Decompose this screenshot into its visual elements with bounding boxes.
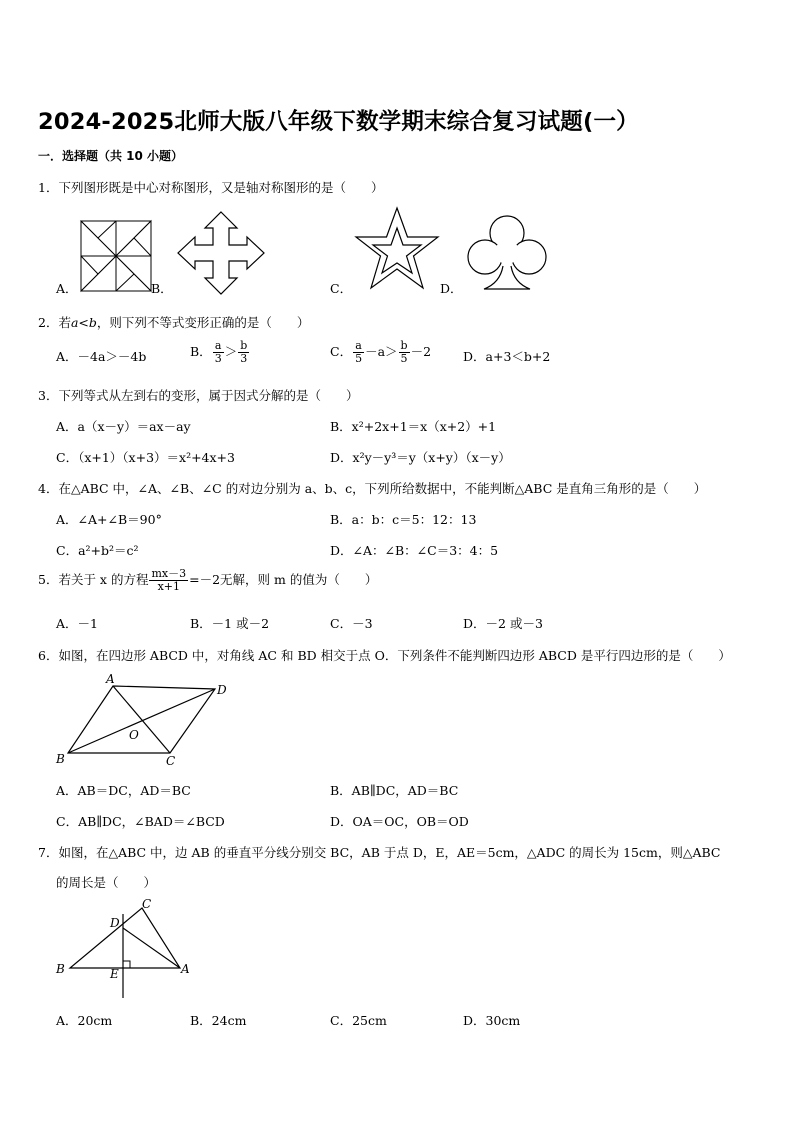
q6-option-d: D．OA＝OC，OB＝OD: [330, 814, 469, 829]
q5-option-b: B．－1 或－2: [190, 616, 270, 631]
q2-text-part: 2．若: [38, 315, 71, 330]
q2-less-than: <: [78, 315, 89, 330]
q5-option-c: C．－3: [330, 616, 373, 631]
q2-text-part: ，则下列不等式变形正确的是（ ）: [96, 315, 310, 330]
fraction: [353, 340, 364, 365]
question-3-stem: 3．下列等式从左到右的变形，属于因式分解的是（ ）: [38, 388, 359, 403]
q7-option-d: D．30cm: [463, 1013, 521, 1028]
point-o-label: O: [129, 728, 139, 742]
question-4-stem: 4．在△ABC 中，∠A、∠B、∠C 的对边分别为 a、b、c，下列所给数据中，不能判断△ABC 是直角三角形的是（ ）: [38, 481, 707, 496]
numerator: a: [213, 340, 224, 353]
numerator: b: [400, 339, 408, 352]
q4-option-c: C．a²+b²＝c²: [56, 543, 139, 558]
q2-option-a: A．－4a＞－4b: [56, 349, 147, 364]
q2-option-d: D．a+3＜b+2: [463, 349, 551, 364]
q3-option-c: C．（x+1）（x+3）＝x²+4x+3: [56, 450, 235, 465]
denominator: x+1: [157, 580, 180, 593]
question-6-stem: 6．如图，在四边形 ABCD 中，对角线 AC 和 BD 相交于点 O．下列条件不能判断四边形 ABCD 是平行四边形的是（ ）: [38, 648, 731, 663]
numerator: b: [240, 339, 248, 352]
question-2-stem: [38, 313, 309, 331]
triangle-bisector-figure: [50, 894, 200, 1000]
numerator: a: [353, 340, 364, 353]
q1-option-a: A．: [56, 281, 78, 296]
fraction: [213, 340, 224, 365]
q5-option-a: A．－1: [56, 616, 98, 631]
pinwheel-figure: [78, 218, 154, 294]
fraction: [238, 340, 249, 365]
point-a-label: A: [181, 962, 190, 976]
point-b-label: B: [56, 962, 65, 976]
denominator: 3: [240, 352, 248, 365]
point-d-label: D: [110, 916, 120, 930]
q1-option-c: C．: [330, 281, 353, 296]
question-7-stem-line-2: 的周长是（ ）: [56, 875, 157, 890]
section-heading: 一．选择题（共 10 小题）: [38, 149, 184, 163]
q4-option-b: B．a：b：c＝5：12：13: [330, 512, 477, 527]
point-e-label: E: [110, 967, 119, 981]
q7-option-b: B．24cm: [190, 1013, 247, 1028]
q2-c-end: －2: [410, 344, 432, 359]
q5-text-part: =－2无解，则 m 的值为（ ）: [189, 572, 378, 587]
q6-option-b: B．AB∥DC，AD＝BC: [330, 783, 459, 798]
q6-option-a: A．AB＝DC，AD＝BC: [56, 783, 191, 798]
denominator: 3: [214, 352, 222, 365]
q2-c-prefix: C．: [330, 344, 353, 359]
greater-than: ＞: [224, 344, 238, 359]
fraction: [399, 340, 410, 365]
denominator: 5: [355, 352, 363, 365]
four-arrow-figure: [175, 210, 267, 296]
q2-var-a: a: [70, 315, 79, 330]
page-title: 2024-2025北师大版八年级下数学期末综合复习试题(一）: [38, 109, 639, 135]
q7-option-a: A．20cm: [56, 1013, 113, 1028]
point-c-label: C: [166, 754, 176, 768]
q5-option-d: D．－2 或－3: [463, 616, 543, 631]
point-d-label: D: [217, 683, 227, 697]
q2-c-middle: －a＞: [365, 344, 398, 359]
fraction: [149, 568, 188, 593]
q5-text-part: 5．若关于 x 的方程: [38, 572, 149, 587]
q1-option-d: D．: [440, 281, 463, 296]
question-5-stem: [38, 568, 377, 593]
q1-option-b: B．: [151, 281, 173, 296]
q3-option-b: B．x²+2x+1＝x（x+2）+1: [330, 419, 497, 434]
q4-option-a: A．∠A+∠B＝90°: [56, 512, 162, 527]
q3-option-d: D．x²y－y³＝y（x+y）（x－y）: [330, 450, 511, 465]
denominator: 5: [400, 352, 408, 365]
point-c-label: C: [142, 897, 152, 911]
star-figure: [352, 206, 442, 292]
point-a-label: A: [106, 672, 115, 686]
club-figure: [462, 214, 552, 294]
question-7-stem-line-1: 7．如图，在△ABC 中，边 AB 的垂直平分线分别交 BC，AB 于点 D，E，AE＝5cm，△ADC 的周长为 15cm，则△ABC: [38, 845, 721, 860]
q7-option-c: C．25cm: [330, 1013, 387, 1028]
q3-option-a: A．a（x－y）＝ax－ay: [56, 419, 191, 434]
q4-option-d: D．∠A：∠B：∠C＝3：4：5: [330, 543, 499, 558]
point-b-label: B: [56, 752, 65, 766]
q2-b-prefix: B．: [190, 344, 212, 359]
question-1-stem: 1．下列图形既是中心对称图形，又是轴对称图形的是（ ）: [38, 180, 384, 195]
numerator: mx－3: [151, 567, 187, 580]
parallelogram-figure: [50, 668, 240, 772]
q6-option-c: C．AB∥DC，∠BAD＝∠BCD: [56, 814, 225, 829]
q2-option-b: [190, 340, 250, 365]
q2-option-c: [330, 340, 431, 365]
q2-var-b: b: [88, 315, 97, 330]
